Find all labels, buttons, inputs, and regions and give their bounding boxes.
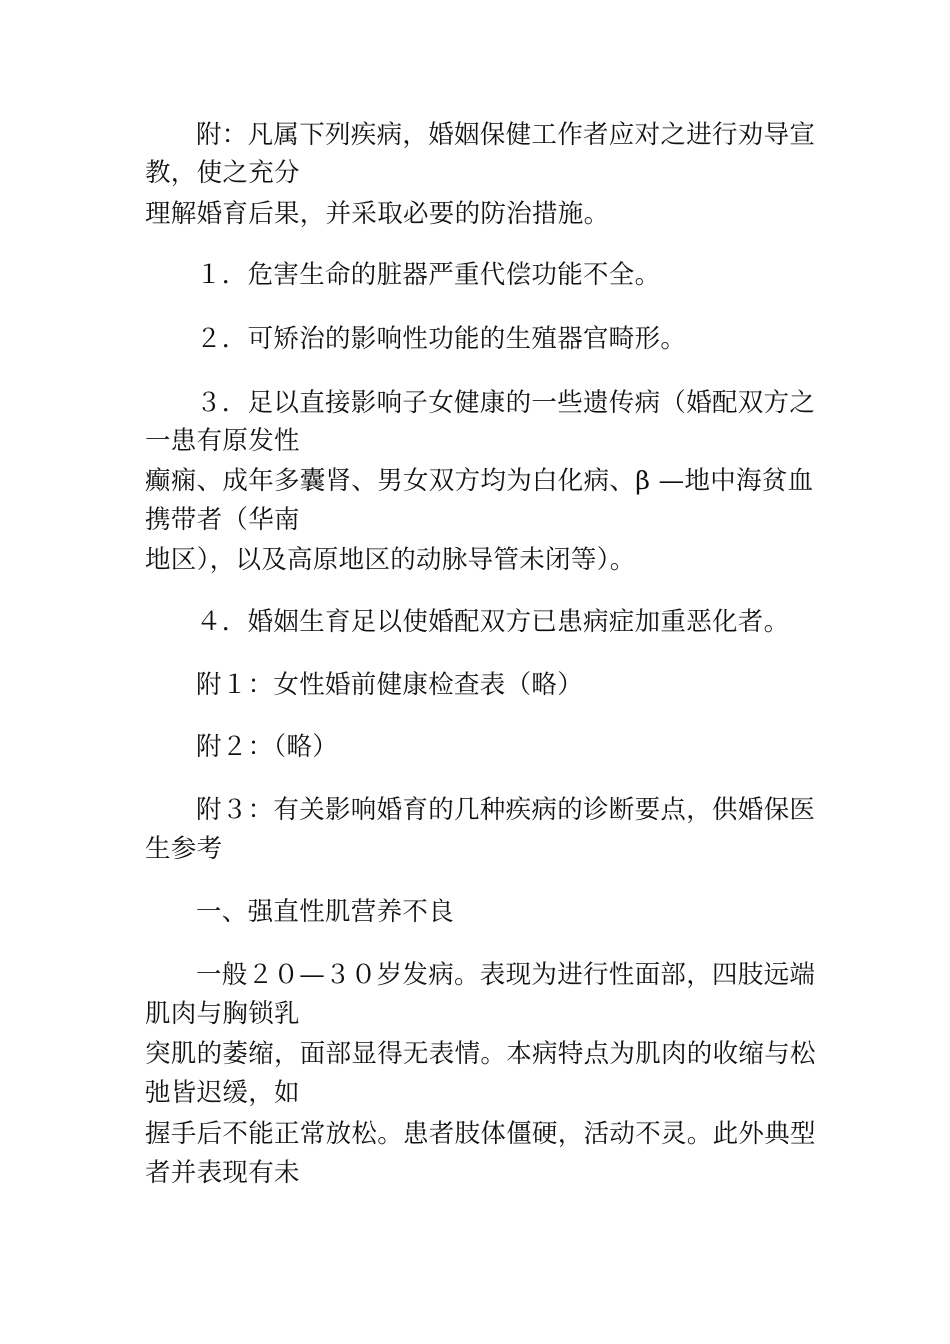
section-heading: 一、强直性肌营养不良 bbox=[196, 897, 455, 927]
list-item: １．危害生命的脏器严重代偿功能不全。 bbox=[196, 260, 661, 290]
paragraph-line: 突肌的萎缩，面部显得无表情。本病特点为肌肉的收缩与松 bbox=[145, 1039, 816, 1069]
list-item: ４．婚姻生育足以使婚配双方已患病症加重恶化者。 bbox=[196, 607, 790, 637]
appendix-line: 附３：有关影响婚育的几种疾病的诊断要点，供婚保医 bbox=[196, 795, 816, 825]
list-item: ３．足以直接影响子女健康的一些遗传病（婚配双方之 bbox=[196, 388, 816, 418]
paragraph-line: 地区），以及高原地区的动脉导管未闭等）。 bbox=[145, 545, 636, 575]
paragraph-line: 教，使之充分 bbox=[145, 158, 300, 188]
paragraph-line: 附：凡属下列疾病，婚姻保健工作者应对之进行劝导宣 bbox=[196, 120, 816, 150]
paragraph-line: 肌肉与胸锁乳 bbox=[145, 999, 300, 1029]
paragraph-line: 弛皆迟缓，如 bbox=[145, 1078, 300, 1108]
paragraph-line: 者并表现有未 bbox=[145, 1158, 300, 1188]
paragraph-line: 一患有原发性 bbox=[145, 426, 300, 456]
paragraph-line: 生参考 bbox=[145, 834, 223, 864]
paragraph-line: 理解婚育后果，并采取必要的防治措施。 bbox=[145, 199, 610, 229]
paragraph-line: 携带者（华南 bbox=[145, 505, 300, 535]
appendix-line: 附２：（略） bbox=[196, 732, 339, 762]
paragraph-line: 握手后不能正常放松。患者肢体僵硬，活动不灵。此外典型 bbox=[145, 1119, 816, 1149]
list-item: ２．可矫治的影响性功能的生殖器官畸形。 bbox=[196, 324, 687, 354]
paragraph-line: 一般２０—３０岁发病。表现为进行性面部，四肢远端 bbox=[196, 960, 816, 990]
paragraph-line: 癫痫、成年多囊肾、男女双方均为白化病、β —地中海贫血 bbox=[145, 466, 814, 496]
appendix-line: 附１：女性婚前健康检查表（略） bbox=[196, 670, 584, 700]
